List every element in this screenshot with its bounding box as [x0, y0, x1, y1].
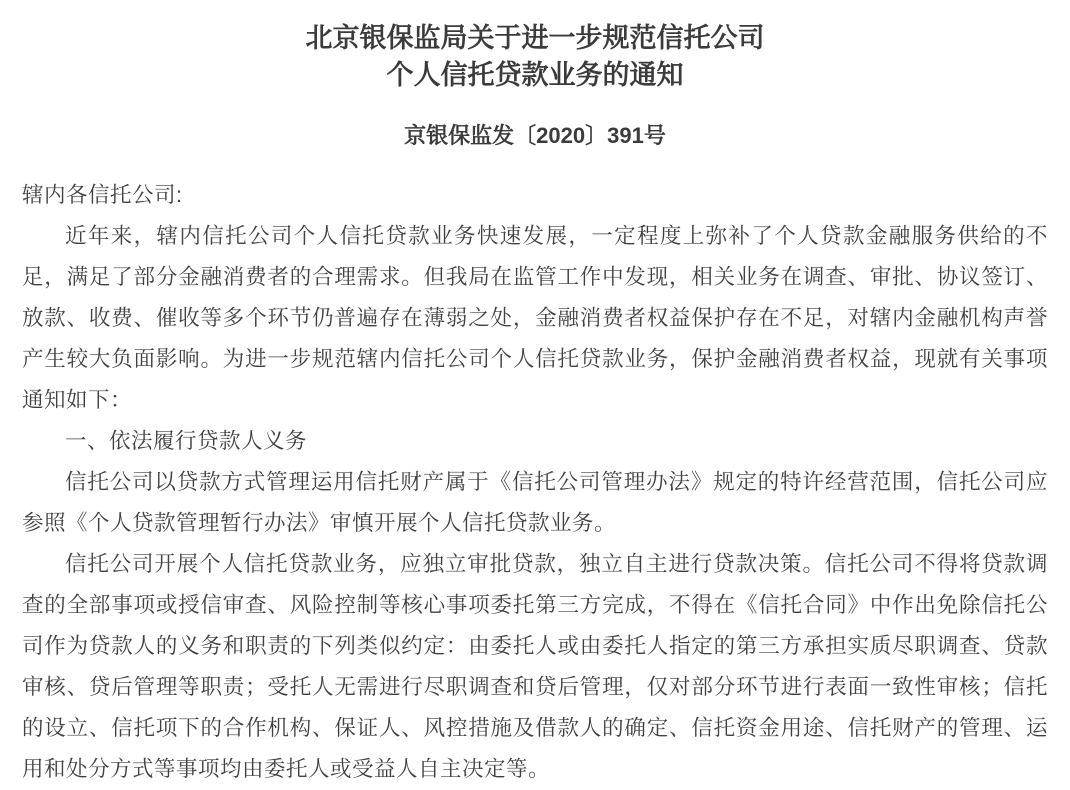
paragraph-section1-a: 信托公司以贷款方式管理运用信托财产属于《信托公司管理办法》规定的特许经营范围，信托公司应参照《个人贷款管理暂行办法》审慎开展个人信托贷款业务。: [22, 470, 1048, 535]
document-body: [22, 175, 1048, 790]
document-title: [22, 20, 1048, 94]
paragraph-section1-b: 信托公司开展个人信托贷款业务，应独立审批贷款，独立自主进行贷款决策。信托公司不得将贷款调查的全部事项或授信审查、风险控制等核心事项委托第三方完成，不得在《信托合同》中作出免除信托公司作为贷款人的义务和职责的下列类似约定：由委托人或由委托人指定的第三方承担实质尽职调查、贷款审核、贷后管理等职责；受托人无需进行尽职调查和贷后管理，仅对部分环节进行表面一致性审核；信托的设立、信托项下的合作机构、保证人、风控措施及借款人的确定、信托资金用途、信托财产的管理、运用和处分方式等事项均由委托人或受益人自主决定等。: [22, 552, 1048, 781]
salutation: 辖内各信托公司:: [22, 183, 183, 207]
section-heading-1: 一、依法履行贷款人义务: [65, 429, 308, 453]
paragraph-intro: 近年来，辖内信托公司个人信托贷款业务快速发展，一定程度上弥补了个人贷款金融服务供给的不足，满足了部分金融消费者的合理需求。但我局在监管工作中发现，相关业务在调查、审批、协议签订、放款、收费、催收等多个环节仍普遍存在薄弱之处，金融消费者权益保护存在不足，对辖内金融机构声誉产生较大负面影响。为进一步规范辖内信托公司个人信托贷款业务，保护金融消费者权益，现就有关事项通知如下：: [22, 224, 1048, 412]
document-title-line-2: 个人信托贷款业务的通知: [386, 60, 684, 90]
document-title-line-1: 北京银保监局关于进一步规范信托公司: [305, 23, 765, 53]
document-number: 京银保监发〔2020〕391号: [404, 123, 666, 148]
